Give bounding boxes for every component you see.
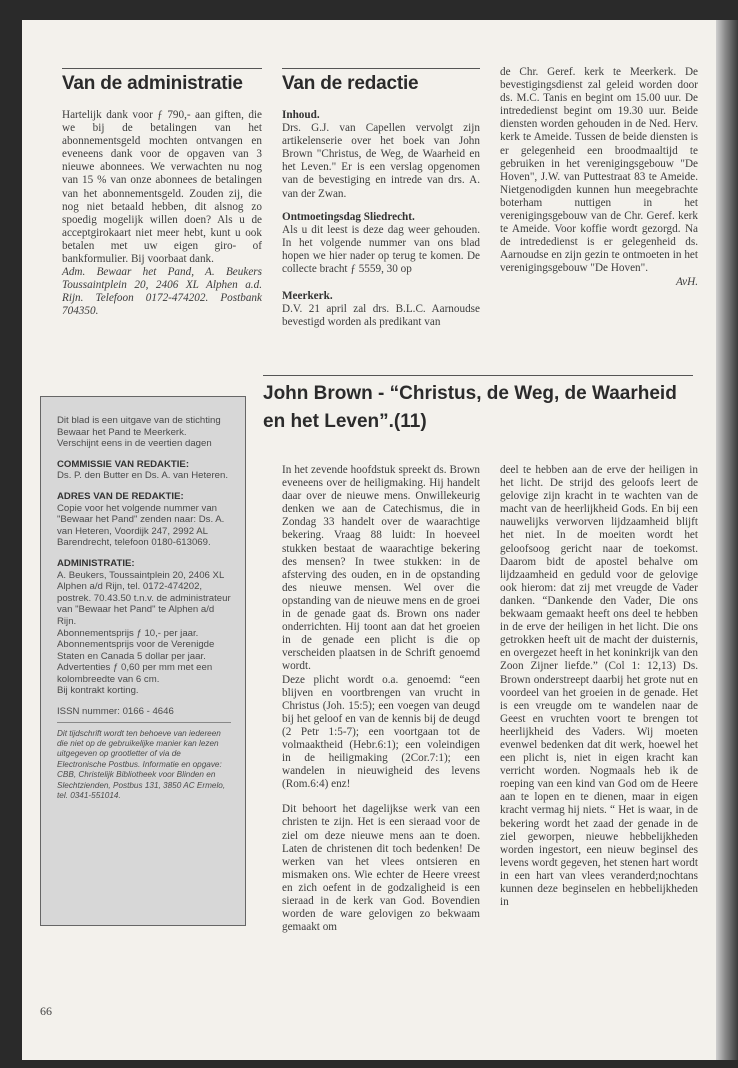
colophon-note: Dit tijdschrift wordt ten behoeve van iedereen die niet op de gebruikelijke manier kan lezen uitgegeven op grootletter of via de Electronische Postbus. Informatie en opgave: CBB, Christelijk Bibliotheek voor Blinden en Slechtzienden, Postbus 131, 3850 AC Ermelo, tel. 0341-551014. (57, 728, 226, 801)
article-paragraph: In het zevende hoofdstuk spreekt ds. Brown eveneens over de heiligmaking. Hij handelt daar over de nieuwe mens. Onwillekeurig denken we aan de Catechismus, die in Zondag 33 handelt over de waarachtige bekering. Vraag 88 luidt: In hoeveel stukken bestaat de waarachtige bekering des mensen? In twee stukken: in de afsterving des ouden, en in de opstanding des nieuwe mensen. Wel over die opstanding van de nieuwe mens en de groei in de genade gaat ds. Brown ons nader onderrichten. Hij toont aan dat het groeien in de genade een plicht is die op verscheiden plaatsen in de Schrift genoemd wordt. (282, 464, 480, 673)
inhoud-text: Drs. G.J. van Capellen vervolgt zijn artikelenserie over het boek van John Brown "Christus, de Weg, de Waarheid en het Leven." Er is een verslag opgenomen van de bevestiging en intrede van drs. A. van der Zwan. (282, 122, 480, 200)
administratie-title: ADMINISTRATIE: (57, 557, 135, 569)
article-title: John Brown - “Christus, de Weg, de Waarheid en het Leven”.(11) (263, 375, 693, 436)
kontrakt-korting: Bij kontrakt korting. (57, 685, 139, 697)
admin-paragraph: Hartelijk dank voor ƒ 790,- aan giften, die we bij de betalingen van het abonnementsgeld mochten ontvangen en eveneens dank voor de opgaven van 3 nieuwe abonnees. We verwachten nu nog van 15 % van onze abonnees de betalingen van het abonnementsgeld. Zouden zij, die nog niet betaald hebben, dit alsnog zo spoedig mogelijk willen doen? Als u de acceptgirokaart niet meer hebt, kunt u ook betalen met uw eigen giro- of bankformulier. Bij voorbaat dank. (62, 109, 262, 266)
page-number: 66 (40, 1004, 52, 1018)
redactie-heading: Van de redactie (282, 68, 480, 95)
meerkerk-title: Meerkerk. (282, 290, 333, 303)
meerkerk-continued: de Chr. Geref. kerk te Meerkerk. De bevestigingsdienst zal geleid worden door ds. M.C. Tanis en begint om 15.00 uur. De intrededienst begint om 19.30 uur. Beide diensten worden gehouden in de Ned. Herv. kerk te Ameide. Tussen de beide diensten is er gelegenheid een broodmaaltijd te gebruiken in het verenigingsgebouw "De Hoven", J.W. van Puttestraat 83 te Ameide. Nietgenodigden kunnen hun meegebrachte boterham nuttigen in het verenigingsgebouw van de Chr. Geref. kerk te Ameide. Voor koffie wordt gezorgd. Na de intrededienst is er gelegenheid ds. Aarnoudse en zijn gezin te ontmoeten in het verenigingsgebouw "De Hoven". (500, 66, 698, 275)
article-left-column (282, 464, 480, 934)
page-edge-shadow (716, 20, 738, 1060)
commissie-text: Ds. P. den Butter en Ds. A. van Heteren. (57, 470, 229, 482)
article-paragraph: deel te hebben aan de erve der heiligen in het licht. De strijd des geloofs leert de gelovige zijn kracht in te wachten van de macht van de heerlijkheid Gods. En bij een nauwelijks verworven lijdzaamheid blijft het niet. In de moeiten wordt het geloofsoog gericht naar de toekomst. Daarom bidt de apostel behalve om lijdzaamheid en geduld voor de gelovige ook hierom: dat zij met vreugde de Vader danken. “Dankende den Vader, Die ons bekwaam gemaakt heeft ons deel te hebben in de erve der heiligen in het licht. Die ons getrokken heeft uit de macht der duisternis, en overgezet heeft in het koninkrijk van den Zoon Zijner liefde.” (Col 1: 12,13) Ds. Brown onderstreept daarbij het grote nut en voordeel van het groeien in de genade. Het is een vreugde om te wandelen naar de Geest en vruchten voort te brengen tot heerlijkheid des Vaders. Wij moeten evenwel bedenken dat dit werk, hoewel het een plicht is, niet in eigen kracht kan verricht worden. Nogmaals heb ik de roeping van een kind van God om de Heere aan te lopen en te dienen, maar in eigen kracht vermag hij niets. “ Het is waar, in de bekering wordt het zaad der genade in de ziel geworpen, nieuwe hebbelijkheden worden ingestort, een nieuw beginsel des levens wordt gegeven, het stenen hart wordt in een hart van vlees veranderd;nochtans kunnen deze beginselen en hebbelijkheden in (500, 464, 698, 909)
redactie-column (282, 68, 480, 329)
commissie-title: COMMISSIE VAN REDAKTIE: (57, 458, 190, 470)
colophon-box (40, 396, 246, 926)
redactie-signature: AvH. (675, 275, 698, 288)
colophon-intro: Dit blad is een uitgave van de stichting Bewaar het Pand te Meerkerk. (57, 415, 221, 438)
article-paragraph: Deze plicht wordt o.a. genoemd: “een blijven en voortbrengen van vrucht in Christus (Joh. 15:5); een voegen van deugd bij het geloof en van de kennis bij de deugd (2 Petr 1:5-7); een voortgaan tot de volmaaktheid (Hebr.6:1); een voleindigen in de heiligmaking (2Cor.7:1); een wandelen in nieuwigheid des levens (Rom.6:4) enz! (282, 673, 480, 791)
issn-number: ISSN nummer: 0166 - 4646 (57, 706, 174, 718)
advertentie-prijs: Advertenties ƒ 0,60 per mm met een kolombreedte van 6 cm. (57, 662, 213, 685)
admin-address: Adm. Bewaar het Pand, A. Beukers Toussaintplein 20, 2406 XL Alphen a.d. Rijn. Telefoon 0172-474202. Postbank 704350. (62, 266, 262, 318)
abonnement-prijs: Abonnementsprijs ƒ 10,- per jaar. Abonnementsprijs voor de Verenigde Staten en Canada 5 dollar per jaar. (57, 627, 215, 662)
article-paragraph: Dit behoort het dagelijkse werk van een christen te zijn. Het is een sieraad voor de ziel om deze nieuwe mens aan te doen. Laten de christenen dit toch bedenken! De werken van het vlees ontsieren en mismaken ons. Wie echter de Heere vreest en zich oefent in de godzaligheid is een sieraad in de kerk van God. Bovendien worden de ware gelovigen zo bekwaam gemaakt om (282, 803, 480, 934)
ontmoeting-title: Ontmoetingsdag Sliedrecht. (282, 210, 415, 223)
administratie-text: A. Beukers, Toussaintplein 20, 2406 XL Alphen a/d Rijn, tel. 0172-474202, postrek. 70.43.50 t.n.v. de administrateur van "Bewaar het Pand" te Alphen a/d Rijn. (57, 569, 231, 627)
redactie-continued-column (500, 66, 698, 289)
inhoud-title: Inhoud. (282, 109, 320, 121)
ontmoeting-text: Als u dit leest is deze dag weer gehouden. In het volgende nummer van ons blad hopen we hier nader op terug te komen. De collecte bracht ƒ 5559, 30 op (282, 223, 480, 276)
article-right-column (500, 464, 698, 909)
adres-text: Copie voor het volgende nummer van "Bewaar het Pand" zenden naar: Ds. A. van Heteren, Voordijk 247, 2992 AL Barendrecht, telefoon 0180-613069. (57, 502, 225, 549)
colophon-divider (57, 722, 231, 723)
admin-heading: Van de administratie (62, 68, 262, 95)
meerkerk-text: D.V. 21 april zal drs. B.L.C. Aarnoudse bevestigd worden als predikant van (282, 303, 480, 329)
admin-column (62, 68, 262, 319)
adres-title: ADRES VAN DE REDAKTIE: (57, 490, 184, 502)
colophon-frequency: Verschijnt eens in de veertien dagen (57, 438, 212, 450)
